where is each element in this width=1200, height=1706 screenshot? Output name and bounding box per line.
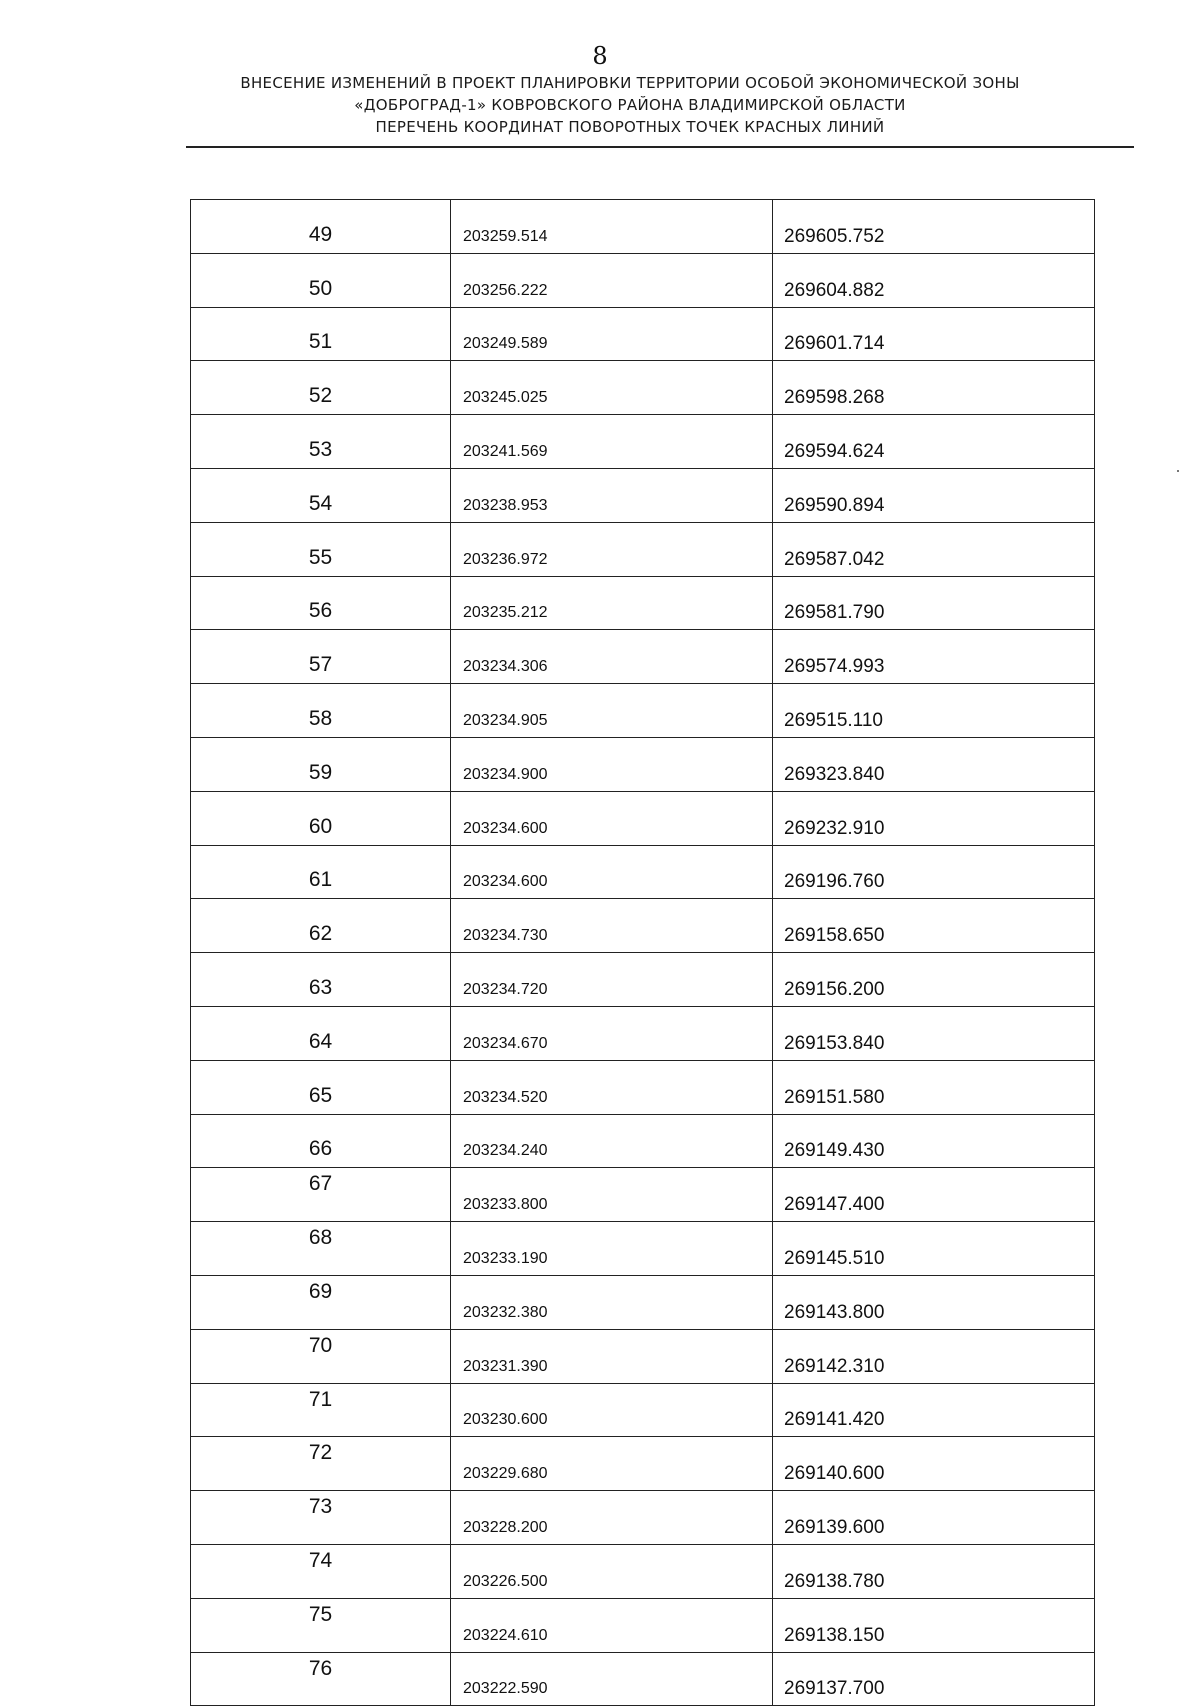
x-coordinate-cell: 203241.569	[451, 415, 773, 469]
point-number-cell: 76	[191, 1652, 451, 1706]
point-number-cell: 57	[191, 630, 451, 684]
x-coordinate-cell: 203229.680	[451, 1437, 773, 1491]
point-number-cell: 60	[191, 791, 451, 845]
table-row	[191, 1544, 1095, 1598]
x-coordinate-cell: 203234.730	[451, 899, 773, 953]
y-coordinate-cell: 269145.510	[773, 1222, 1095, 1276]
point-number-cell: 61	[191, 845, 451, 899]
y-coordinate-cell: 269515.110	[773, 684, 1095, 738]
x-coordinate-cell: 203245.025	[451, 361, 773, 415]
point-number-cell: 67	[191, 1168, 451, 1222]
point-number-cell: 69	[191, 1275, 451, 1329]
x-coordinate-cell: 203228.200	[451, 1491, 773, 1545]
x-coordinate-cell: 203234.600	[451, 791, 773, 845]
point-number-cell: 64	[191, 1006, 451, 1060]
x-coordinate-cell: 203234.900	[451, 737, 773, 791]
y-coordinate-cell: 269581.790	[773, 576, 1095, 630]
y-coordinate-cell: 269587.042	[773, 522, 1095, 576]
x-coordinate-cell: 203222.590	[451, 1652, 773, 1706]
point-number-cell: 66	[191, 1114, 451, 1168]
y-coordinate-cell: 269232.910	[773, 791, 1095, 845]
point-number-cell: 70	[191, 1329, 451, 1383]
table-row	[191, 1222, 1095, 1276]
point-number-cell: 55	[191, 522, 451, 576]
point-number-cell: 72	[191, 1437, 451, 1491]
point-number-cell: 68	[191, 1222, 451, 1276]
y-coordinate-cell: 269141.420	[773, 1383, 1095, 1437]
point-number-cell: 75	[191, 1598, 451, 1652]
table-row	[191, 1437, 1095, 1491]
table-row	[191, 200, 1095, 254]
point-number-cell: 54	[191, 468, 451, 522]
x-coordinate-cell: 203259.514	[451, 200, 773, 254]
table-row	[191, 415, 1095, 469]
x-coordinate-cell: 203234.670	[451, 1006, 773, 1060]
table-row	[191, 361, 1095, 415]
x-coordinate-cell: 203256.222	[451, 253, 773, 307]
header-line-2: «ДОБРОГРАД-1» КОВРОВСКОГО РАЙОНА ВЛАДИМИРСКОЙ ОБЛАСТИ	[354, 96, 906, 114]
table-row	[191, 307, 1095, 361]
table-row	[191, 684, 1095, 738]
y-coordinate-cell: 269605.752	[773, 200, 1095, 254]
point-number-cell: 73	[191, 1491, 451, 1545]
y-coordinate-cell: 269574.993	[773, 630, 1095, 684]
x-coordinate-cell: 203236.972	[451, 522, 773, 576]
point-number-cell: 62	[191, 899, 451, 953]
table-row	[191, 791, 1095, 845]
x-coordinate-cell: 203232.380	[451, 1275, 773, 1329]
x-coordinate-cell: 203234.520	[451, 1060, 773, 1114]
table-row	[191, 576, 1095, 630]
y-coordinate-cell: 269143.800	[773, 1275, 1095, 1329]
table-row	[191, 899, 1095, 953]
y-coordinate-cell: 269138.150	[773, 1598, 1095, 1652]
x-coordinate-cell: 203234.600	[451, 845, 773, 899]
point-number-cell: 74	[191, 1544, 451, 1598]
y-coordinate-cell: 269598.268	[773, 361, 1095, 415]
y-coordinate-cell: 269140.600	[773, 1437, 1095, 1491]
point-number-cell: 58	[191, 684, 451, 738]
table-row	[191, 1383, 1095, 1437]
table-row	[191, 1168, 1095, 1222]
table-row	[191, 253, 1095, 307]
y-coordinate-cell: 269153.840	[773, 1006, 1095, 1060]
table-row	[191, 522, 1095, 576]
coordinates-table-body	[191, 200, 1095, 1706]
point-number-cell: 51	[191, 307, 451, 361]
table-row	[191, 1275, 1095, 1329]
y-coordinate-cell: 269601.714	[773, 307, 1095, 361]
y-coordinate-cell: 269138.780	[773, 1544, 1095, 1598]
x-coordinate-cell: 203238.953	[451, 468, 773, 522]
header-line-3: ПЕРЕЧЕНЬ КООРДИНАТ ПОВОРОТНЫХ ТОЧЕК КРАСНЫХ ЛИНИЙ	[375, 118, 885, 136]
x-coordinate-cell: 203234.720	[451, 953, 773, 1007]
table-row	[191, 1598, 1095, 1652]
point-number-cell: 50	[191, 253, 451, 307]
y-coordinate-cell: 269156.200	[773, 953, 1095, 1007]
table-row	[191, 1329, 1095, 1383]
x-coordinate-cell: 203234.240	[451, 1114, 773, 1168]
x-coordinate-cell: 203235.212	[451, 576, 773, 630]
y-coordinate-cell: 269323.840	[773, 737, 1095, 791]
point-number-cell: 56	[191, 576, 451, 630]
table-row	[191, 845, 1095, 899]
header-line-1: ВНЕСЕНИЕ ИЗМЕНЕНИЙ В ПРОЕКТ ПЛАНИРОВКИ ТЕРРИТОРИИ ОСОБОЙ ЭКОНОМИЧЕСКОЙ ЗОНЫ	[240, 74, 1020, 92]
table-row	[191, 1060, 1095, 1114]
table-row	[191, 1006, 1095, 1060]
point-number-cell: 49	[191, 200, 451, 254]
page-number: 8	[592, 42, 608, 70]
coordinates-table	[190, 199, 1095, 1706]
x-coordinate-cell: 203234.306	[451, 630, 773, 684]
y-coordinate-cell: 269590.894	[773, 468, 1095, 522]
table-row	[191, 630, 1095, 684]
table-row	[191, 1652, 1095, 1706]
x-coordinate-cell: 203231.390	[451, 1329, 773, 1383]
y-coordinate-cell: 269139.600	[773, 1491, 1095, 1545]
x-coordinate-cell: 203234.905	[451, 684, 773, 738]
y-coordinate-cell: 269137.700	[773, 1652, 1095, 1706]
table-row	[191, 1114, 1095, 1168]
table-row	[191, 953, 1095, 1007]
y-coordinate-cell: 269594.624	[773, 415, 1095, 469]
table-row	[191, 737, 1095, 791]
scan-speck	[1177, 470, 1179, 472]
y-coordinate-cell: 269151.580	[773, 1060, 1095, 1114]
header-divider	[186, 146, 1134, 148]
point-number-cell: 53	[191, 415, 451, 469]
point-number-cell: 65	[191, 1060, 451, 1114]
point-number-cell: 71	[191, 1383, 451, 1437]
point-number-cell: 59	[191, 737, 451, 791]
y-coordinate-cell: 269147.400	[773, 1168, 1095, 1222]
document-header	[180, 72, 1080, 138]
y-coordinate-cell: 269142.310	[773, 1329, 1095, 1383]
point-number-cell: 63	[191, 953, 451, 1007]
y-coordinate-cell: 269158.650	[773, 899, 1095, 953]
x-coordinate-cell: 203249.589	[451, 307, 773, 361]
point-number-cell: 52	[191, 361, 451, 415]
table-row	[191, 1491, 1095, 1545]
table-row	[191, 468, 1095, 522]
x-coordinate-cell: 203230.600	[451, 1383, 773, 1437]
y-coordinate-cell: 269196.760	[773, 845, 1095, 899]
x-coordinate-cell: 203224.610	[451, 1598, 773, 1652]
x-coordinate-cell: 203226.500	[451, 1544, 773, 1598]
y-coordinate-cell: 269149.430	[773, 1114, 1095, 1168]
x-coordinate-cell: 203233.190	[451, 1222, 773, 1276]
x-coordinate-cell: 203233.800	[451, 1168, 773, 1222]
y-coordinate-cell: 269604.882	[773, 253, 1095, 307]
